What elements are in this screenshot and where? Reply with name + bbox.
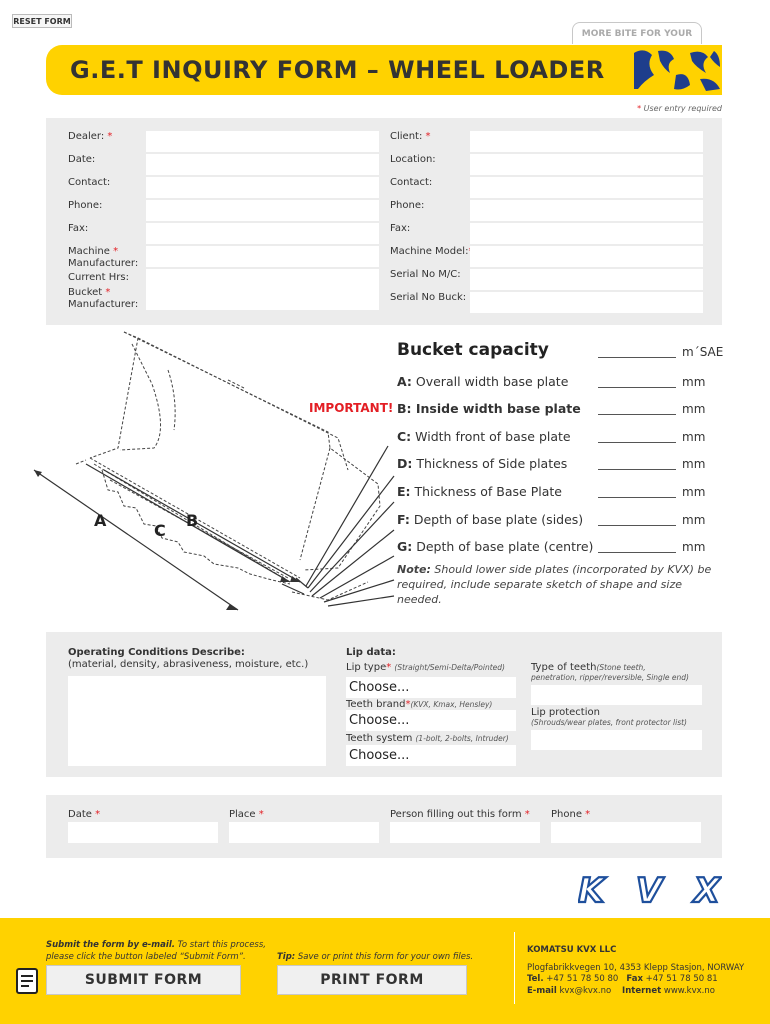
required-note: * User entry required bbox=[637, 104, 722, 113]
client-contact-field[interactable] bbox=[470, 177, 703, 198]
bucket-measure-label: D: Thickness of Side plates bbox=[397, 456, 568, 471]
type-of-teeth-field[interactable] bbox=[531, 685, 702, 705]
label-c: C bbox=[154, 521, 166, 540]
machine-manufacturer-label: Machine * Manufacturer: bbox=[68, 246, 139, 269]
submit-form-button[interactable]: SUBMIT FORM bbox=[46, 965, 241, 995]
bucket-measure-field[interactable] bbox=[598, 552, 676, 553]
phone-bottom-field[interactable] bbox=[551, 822, 701, 843]
client-label: Client: * bbox=[390, 131, 431, 142]
submit-instructions: Submit the form by e-mail. To start this process, please click the button labeled “Submit Form”. bbox=[46, 940, 266, 962]
date-bottom-field[interactable] bbox=[68, 822, 218, 843]
tip-text: Tip: Save or print this form for your own files. bbox=[277, 952, 474, 962]
teeth-brand-select[interactable]: Choose... bbox=[346, 710, 516, 731]
client-contact-label: Contact: bbox=[390, 177, 433, 188]
teeth-brand-label: Teeth brand*(KVX, Kmax, Hensley) bbox=[346, 699, 493, 710]
bucket-diagram bbox=[28, 330, 408, 620]
bucket-measure-label: B: Inside width base plate bbox=[397, 401, 581, 416]
lip-data-title: Lip data: bbox=[346, 647, 396, 658]
lip-type-label: Lip type* (Straight/Semi-Delta/Pointed) bbox=[346, 662, 505, 673]
bucket-measure-unit: mm bbox=[682, 513, 706, 527]
phone-field[interactable] bbox=[146, 200, 379, 221]
bucket-measure-unit: mm bbox=[682, 540, 706, 554]
bucket-measure-field[interactable] bbox=[598, 387, 676, 388]
company-address: Plogfabrikkvegen 10, 4353 Klepp Stasjon, NORWAY bbox=[527, 963, 745, 973]
title-bar bbox=[46, 45, 722, 95]
document-icon bbox=[14, 967, 42, 995]
machine-model-field[interactable] bbox=[470, 246, 703, 267]
page-title: G.E.T INQUIRY FORM – WHEEL LOADER bbox=[70, 56, 605, 84]
bucket-measure-unit: mm bbox=[682, 430, 706, 444]
machine-manufacturer-field[interactable] bbox=[146, 246, 379, 267]
client-fax-label: Fax: bbox=[390, 223, 411, 234]
print-form-button[interactable]: PRINT FORM bbox=[277, 965, 467, 995]
serial-buck-field[interactable] bbox=[470, 292, 703, 313]
bucket-measure-label: F: Depth of base plate (sides) bbox=[397, 512, 584, 527]
footer-divider bbox=[514, 932, 515, 1004]
teeth-system-select[interactable]: Choose... bbox=[346, 745, 516, 766]
bucket-capacity-unit: m´SAE bbox=[682, 345, 724, 359]
phone-label: Phone: bbox=[68, 200, 103, 211]
bucket-manufacturer-label: Bucket * Manufacturer: bbox=[68, 287, 139, 310]
date-field[interactable] bbox=[146, 154, 379, 175]
fax-field[interactable] bbox=[146, 223, 379, 244]
bucket-measure-label: E: Thickness of Base Plate bbox=[397, 484, 562, 499]
contact-field[interactable] bbox=[146, 177, 379, 198]
date-bottom-label: Date * bbox=[68, 809, 101, 820]
tiger-logo-icon bbox=[630, 45, 722, 95]
lip-protection-field[interactable] bbox=[531, 730, 702, 750]
conditions-textarea[interactable] bbox=[68, 676, 326, 766]
tagline: MORE BITE FOR YOUR bbox=[572, 22, 702, 44]
kvx-logo bbox=[578, 874, 722, 906]
type-of-teeth-label: Type of teeth(Stone teeth, bbox=[531, 662, 646, 673]
dealer-label: Dealer: * bbox=[68, 131, 113, 142]
place-label: Place * bbox=[229, 809, 264, 820]
lip-protection-hint: (Shrouds/wear plates, front protector list) bbox=[531, 718, 687, 727]
important-label: IMPORTANT! bbox=[309, 401, 394, 415]
client-phone-label: Phone: bbox=[390, 200, 425, 211]
svg-text:KVX: KVX bbox=[578, 874, 720, 906]
conditions-title: Operating Conditions Describe: bbox=[68, 647, 245, 658]
serial-buck-label: Serial No Buck: bbox=[390, 292, 467, 303]
location-label: Location: bbox=[390, 154, 436, 165]
client-phone-field[interactable] bbox=[470, 200, 703, 221]
serial-mc-field[interactable] bbox=[470, 269, 703, 290]
bucket-note: Note: Should lower side plates (incorporated by KVX) be required, include separate sketch of shape and size needed. bbox=[397, 563, 712, 606]
place-field[interactable] bbox=[229, 822, 379, 843]
lip-type-select[interactable]: Choose... bbox=[346, 677, 516, 698]
bucket-measure-unit: mm bbox=[682, 402, 706, 416]
bucket-measure-unit: mm bbox=[682, 375, 706, 389]
lip-protection-label: Lip protection bbox=[531, 707, 600, 718]
client-fax-field[interactable] bbox=[470, 223, 703, 244]
company-email-web: E-mail kvx@kvx.no Internet www.kvx.no bbox=[527, 986, 715, 996]
company-tel-fax: Tel. +47 51 78 50 80 Fax +47 51 78 50 81 bbox=[527, 974, 718, 984]
bucket-measure-field[interactable] bbox=[598, 442, 676, 443]
current-hrs-label: Current Hrs: bbox=[68, 272, 129, 283]
bucket-measure-unit: mm bbox=[682, 485, 706, 499]
company-name: KOMATSU KVX LLC bbox=[527, 945, 617, 955]
bucket-capacity-title: Bucket capacity bbox=[397, 340, 549, 360]
reset-form-button[interactable]: RESET FORM bbox=[12, 14, 72, 28]
bucket-measure-label: G: Depth of base plate (centre) bbox=[397, 539, 594, 554]
type-of-teeth-hint: penetration, ripper/reversible, Single end) bbox=[531, 673, 689, 682]
person-field[interactable] bbox=[390, 822, 540, 843]
contact-label: Contact: bbox=[68, 177, 111, 188]
conditions-subtitle: (material, density, abrasiveness, moisture, etc.) bbox=[68, 659, 309, 670]
bucket-measure-field[interactable] bbox=[598, 525, 676, 526]
bucket-measure-label: A: Overall width base plate bbox=[397, 374, 569, 389]
label-a: A bbox=[94, 511, 107, 530]
bucket-measure-unit: mm bbox=[682, 457, 706, 471]
bucket-measure-label: C: Width front of base plate bbox=[397, 429, 571, 444]
fax-label: Fax: bbox=[68, 223, 89, 234]
teeth-system-label: Teeth system (1-bolt, 2-bolts, Intruder) bbox=[346, 733, 509, 744]
bucket-measure-field[interactable] bbox=[598, 469, 676, 470]
bucket-manufacturer-field[interactable] bbox=[146, 289, 379, 310]
phone-bottom-label: Phone * bbox=[551, 809, 591, 820]
bucket-measure-field[interactable] bbox=[598, 497, 676, 498]
date-label: Date: bbox=[68, 154, 96, 165]
label-b: B bbox=[186, 511, 199, 530]
serial-mc-label: Serial No M/C: bbox=[390, 269, 461, 280]
bucket-measure-field[interactable] bbox=[598, 414, 676, 415]
location-field[interactable] bbox=[470, 154, 703, 175]
current-hrs-field[interactable] bbox=[146, 269, 379, 290]
machine-model-label: Machine Model: bbox=[390, 246, 469, 257]
person-label: Person filling out this form * bbox=[390, 809, 530, 820]
dealer-field[interactable] bbox=[146, 131, 379, 152]
bucket-capacity-field[interactable] bbox=[598, 357, 676, 358]
client-field[interactable] bbox=[470, 131, 703, 152]
